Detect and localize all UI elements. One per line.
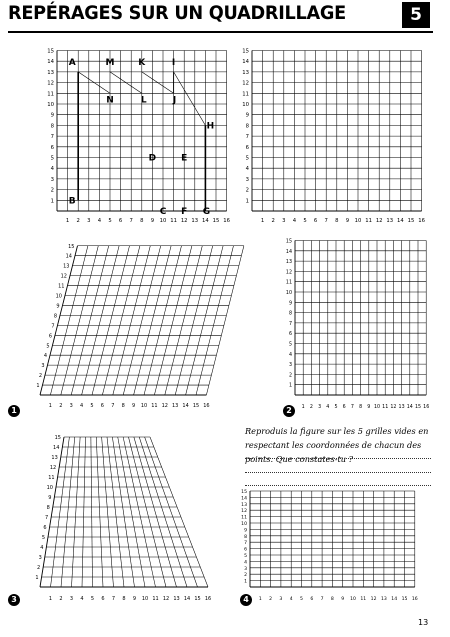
grid-a-x-label: 4 — [97, 218, 102, 224]
grid-2-y-label: 6 — [288, 332, 292, 338]
grid-b-y-label: 12 — [242, 80, 249, 87]
point-label-i: I — [171, 57, 176, 68]
grid-4-x-label: 15 — [401, 597, 408, 602]
grid-1-y-label: 10 — [55, 293, 62, 300]
grid-3-y-label: 15 — [54, 435, 61, 441]
grid-3-x-label: 9 — [132, 596, 137, 602]
exercise-badge-1: 1 — [8, 405, 20, 417]
grid-2-x-label: 2 — [309, 405, 313, 410]
grid-3-vline — [150, 437, 208, 587]
grid-a-x-label: 10 — [159, 218, 167, 224]
grid-3-vline — [96, 437, 103, 587]
point-label-k: K — [138, 57, 146, 68]
grid-1-vline — [175, 246, 213, 395]
grid-2-x-label: 6 — [342, 405, 346, 410]
grid-1-y-label: 5 — [46, 343, 50, 350]
grid-3-y-label: 14 — [53, 445, 60, 451]
grid-a-y-label: 9 — [50, 112, 54, 119]
grid-1-vline — [206, 246, 244, 395]
grid-3-x-label: 8 — [122, 596, 126, 602]
grid-4-x-label: 8 — [330, 597, 334, 602]
grid-a-x-label: 16 — [223, 218, 230, 224]
answer-line-2[interactable] — [245, 472, 431, 473]
grid-a-x-label: 11 — [170, 218, 177, 224]
grid-2-y-label: 12 — [285, 270, 292, 276]
grid-4-x-label: 3 — [279, 597, 283, 602]
grid-1-y-label: 6 — [48, 333, 52, 340]
grid-1-x-label: 1 — [48, 403, 52, 409]
grid-2-y-label: 9 — [288, 301, 292, 307]
grid-3-x-label: 7 — [111, 596, 116, 602]
grid-2-x-label: 9 — [367, 405, 371, 410]
grid-b-x-label: 15 — [407, 218, 415, 224]
grid-4-y-label: 1 — [244, 579, 247, 585]
page-number: 13 — [418, 618, 429, 627]
grid-2-x-label: 8 — [359, 405, 363, 410]
grid-3-y-label: 4 — [40, 545, 44, 551]
figure-segment-IH — [174, 72, 206, 126]
grid-1-vline — [186, 246, 224, 395]
grid-1-x-label: 3 — [69, 403, 73, 409]
grid-3-x-label: 4 — [80, 596, 84, 602]
grid-b-x-label: 16 — [418, 218, 425, 224]
grid-2-x-label: 10 — [373, 405, 381, 410]
point-label-b: B — [68, 196, 76, 207]
point-label-c: C — [159, 207, 167, 217]
grid-2-x-label: 1 — [301, 405, 305, 410]
grid-2-x-label: 3 — [318, 405, 322, 410]
grid-3-vline — [139, 437, 187, 587]
grid-4-x-label: 4 — [289, 597, 293, 602]
grid-b-y-label: 5 — [245, 155, 249, 162]
grid-1-vline — [154, 246, 192, 395]
grid-2-y-label: 11 — [285, 280, 292, 286]
grid-2-x-label: 4 — [326, 405, 330, 410]
grid-3-y-label: 7 — [45, 515, 49, 521]
grid-4-x-label: 13 — [380, 597, 387, 602]
grid-4-grid — [241, 489, 418, 602]
grid-3-x-label: 13 — [173, 596, 180, 602]
grid-1-y-label: 9 — [56, 303, 60, 310]
grid-4-y-label: 5 — [244, 554, 247, 559]
grid-1-vline — [196, 246, 234, 395]
grid-4-x-label: 5 — [300, 597, 303, 602]
grid-4-x-label: 6 — [310, 597, 314, 602]
grid-3-y-label: 12 — [49, 465, 57, 471]
grid-3-y-label: 2 — [37, 565, 41, 571]
grid-a-x-label: 15 — [212, 218, 220, 224]
grid-b-x-label: 13 — [386, 218, 394, 224]
answer-line-1[interactable] — [245, 458, 431, 459]
exercise-badge-3: 3 — [8, 594, 20, 606]
exercise-badge-4: 4 — [240, 594, 252, 606]
grid-3-x-label: 16 — [204, 596, 212, 602]
grid-3-vline — [82, 437, 86, 587]
grid-4-y-label: 8 — [244, 534, 247, 540]
grid-1-x-label: 11 — [151, 403, 158, 409]
grid-b-y-label: 7 — [245, 134, 249, 141]
grid-2-y-label: 7 — [288, 321, 292, 327]
grid-2-y-label: 3 — [288, 363, 292, 369]
grid-b-y-label: 10 — [242, 102, 249, 108]
grid-3-y-label: 8 — [46, 505, 50, 511]
grid-4-y-label: 12 — [241, 509, 247, 515]
grid-1-vline — [134, 246, 172, 395]
point-label-n: N — [106, 95, 114, 106]
grid-3-x-label: 3 — [69, 596, 74, 602]
grid-a-x-label: 13 — [191, 218, 199, 224]
answer-line-3[interactable] — [245, 485, 431, 486]
grid-1-vline — [92, 246, 130, 395]
grid-1-x-label: 10 — [140, 403, 148, 409]
grid-1-y-label: 14 — [65, 253, 72, 260]
grid-a-y-label: 8 — [50, 123, 54, 130]
grid-2-y-label: 13 — [285, 260, 292, 266]
grid-1-vline — [82, 246, 120, 395]
grid-1-y-label: 12 — [60, 273, 67, 280]
grid-3-y-label: 11 — [48, 475, 55, 481]
grid-4-x-label: 9 — [341, 597, 345, 602]
grid-3-y-label: 1 — [35, 575, 39, 581]
grid-1-grid — [36, 244, 244, 409]
grid-2-y-label: 8 — [288, 311, 292, 317]
grid-2-x-label: 11 — [382, 405, 389, 410]
grid-b-x-label: 14 — [397, 218, 404, 224]
grid-1-x-label: 13 — [172, 403, 179, 409]
grid-1-y-label: 4 — [43, 353, 47, 360]
grid-a-x-label: 6 — [118, 218, 123, 224]
grid-2-y-label: 14 — [285, 249, 292, 255]
grid-3-x-label: 6 — [101, 596, 105, 602]
grid-a-y-label: 13 — [47, 69, 54, 76]
grid-1-x-label: 5 — [90, 403, 94, 409]
grid-b-y-label: 11 — [242, 91, 249, 98]
grid-1-x-label: 7 — [111, 403, 115, 409]
grid-a-x-label: 14 — [202, 218, 209, 224]
grid-b-y-label: 6 — [245, 144, 249, 151]
grid-a-y-label: 2 — [50, 187, 54, 194]
grid-b-y-label: 4 — [245, 166, 249, 173]
grid-b-y-label: 14 — [242, 59, 249, 66]
point-label-g: G — [202, 207, 211, 217]
grid-a-y-label: 5 — [50, 155, 54, 162]
grid-1-y-label: 11 — [58, 283, 65, 290]
grid-a-x-label: 12 — [180, 218, 188, 224]
grid-4-x-label: 7 — [320, 597, 324, 602]
grid-3-x-label: 1 — [48, 596, 53, 602]
grid-4-y-label: 13 — [241, 502, 247, 508]
grid-4-y-label: 6 — [244, 547, 247, 553]
grid-a-y-label: 4 — [50, 166, 54, 173]
grid-1-y-label: 15 — [68, 243, 75, 250]
grid-4-y-label: 4 — [244, 560, 247, 566]
grid-2-grid — [286, 239, 429, 411]
grid-4-y-label: 7 — [244, 541, 247, 547]
grid-4-x-label: 12 — [370, 597, 377, 602]
grid-2-x-label: 14 — [406, 405, 413, 410]
grid-1-x-label: 8 — [121, 403, 125, 409]
grid-b-x-label: 4 — [292, 218, 297, 224]
point-label-m: M — [105, 57, 115, 68]
grid-1-y-label: 8 — [53, 313, 57, 320]
grid-b-y-label: 9 — [245, 112, 249, 119]
grid-a-x-label: 2 — [76, 218, 80, 224]
grid-b-y-label: 2 — [245, 187, 249, 194]
grid-3-x-label: 2 — [59, 596, 63, 602]
grid-3-x-label: 11 — [152, 596, 159, 602]
grid-2-y-label: 1 — [288, 383, 292, 389]
grid-b-x-label: 10 — [354, 218, 362, 224]
grid-a-x-label: 8 — [140, 218, 144, 224]
grid-3-y-label: 9 — [48, 495, 52, 501]
grid-b-x-label: 1 — [260, 218, 265, 224]
grid-1-x-label: 6 — [100, 403, 104, 409]
grid-b-x-label: 3 — [282, 218, 286, 224]
grid-a-x-label: 3 — [87, 218, 91, 224]
grid-b-y-label: 13 — [242, 69, 249, 76]
grid-4-x-label: 11 — [360, 597, 367, 602]
grid-1-x-label: 4 — [80, 403, 84, 409]
exercise-instructions: Reproduis la figure sur les 5 grilles vides en respectant les coordonnées de chacun des points. Que constates-tu ? — [245, 426, 429, 464]
grid-b-y-label: 8 — [245, 123, 249, 130]
exercise-badge-2: 2 — [283, 405, 295, 417]
point-label-d: D — [148, 153, 157, 164]
grid-4-x-label: 10 — [350, 597, 356, 602]
grid-1-x-label: 12 — [161, 403, 168, 409]
grid-4-x-label: 16 — [411, 597, 418, 602]
grid-4-x-label: 2 — [269, 597, 273, 602]
grid-3-vline — [123, 437, 155, 587]
grid-1-vline — [144, 246, 182, 395]
grid-1-y-label: 2 — [38, 373, 42, 380]
grid-2-y-label: 15 — [285, 239, 292, 245]
grid-1-y-label: 7 — [51, 323, 55, 330]
grid-a-y-label: 1 — [50, 198, 54, 205]
grid-3-vline — [134, 437, 177, 587]
grid-b-y-label: 15 — [242, 48, 249, 55]
grid-2-x-label: 7 — [350, 405, 354, 410]
grid-3-x-label: 14 — [183, 596, 191, 602]
grid-a-y-label: 12 — [47, 80, 54, 87]
grid-2-y-label: 4 — [288, 352, 292, 358]
grid-1-vline — [40, 243, 78, 395]
grid-a-x-label: 1 — [65, 218, 70, 224]
grid-3-grid — [35, 435, 211, 602]
grid-a-y-label: 7 — [50, 134, 54, 141]
point-label-e: E — [181, 153, 188, 164]
grid-a-y-label: 14 — [47, 59, 54, 66]
grid-2-y-label: 5 — [288, 342, 292, 348]
grid-2-x-label: 12 — [390, 405, 397, 410]
grid-a-y-label: 3 — [50, 176, 54, 183]
grid-1-x-label: 2 — [59, 403, 63, 409]
page-title: REPÉRAGES SUR UN QUADRILLAGE — [8, 2, 346, 24]
grid-a-y-label: 6 — [50, 144, 54, 151]
point-label-a: A — [68, 57, 76, 68]
grid-4-y-label: 11 — [241, 515, 247, 521]
grid-1-y-label: 3 — [41, 363, 45, 370]
grid-1-vline — [71, 246, 109, 395]
grid-4-y-label: 9 — [244, 528, 247, 534]
grid-2-x-label: 5 — [334, 405, 338, 410]
grid-1-x-label: 14 — [182, 403, 189, 409]
grid-4-x-label: 14 — [391, 597, 398, 602]
grid-2-x-label: 13 — [398, 405, 405, 410]
grid-4-x-label: 1 — [258, 597, 262, 602]
grid-a-y-label: 10 — [47, 102, 54, 108]
grid-3-y-label: 13 — [51, 455, 58, 461]
grid-3-vline — [91, 437, 93, 587]
grid-1-x-label: 15 — [192, 403, 200, 409]
grid-3-vline — [129, 437, 167, 587]
grid-3-x-label: 15 — [194, 596, 201, 602]
point-label-l: L — [140, 95, 147, 106]
grid-b-grid — [242, 49, 425, 225]
chapter-number-badge: 5 — [402, 2, 430, 28]
grid-4-y-label: 3 — [244, 566, 247, 572]
grid-b-x-label: 7 — [324, 218, 328, 224]
grid-b-x-label: 2 — [271, 218, 275, 224]
grid-4-y-label: 14 — [241, 496, 247, 502]
grid-3-y-label: 10 — [46, 485, 53, 491]
grid-1-y-label: 13 — [63, 263, 70, 270]
grid-3-y-label: 6 — [43, 525, 47, 531]
grid-4-y-label: 15 — [241, 490, 247, 495]
grid-1-vline — [165, 246, 203, 395]
point-label-h: H — [206, 121, 215, 132]
grid-1-y-label: 1 — [36, 383, 40, 390]
grid-b-x-label: 11 — [365, 218, 372, 224]
grid-a-x-label: 9 — [150, 218, 155, 224]
grid-a-x-label: 5 — [108, 218, 112, 224]
grid-b-y-label: 3 — [245, 176, 249, 183]
grid-2-y-label: 10 — [285, 291, 292, 296]
grid-3-y-label: 3 — [38, 555, 42, 561]
grid-b-x-label: 9 — [345, 218, 350, 224]
figure — [69, 58, 214, 217]
point-label-j: J — [172, 95, 177, 106]
grid-3-x-label: 10 — [141, 596, 149, 602]
grid-3-x-label: 12 — [162, 596, 170, 602]
point-label-f: F — [181, 207, 188, 217]
grid-1-vline — [123, 246, 161, 395]
grid-3-x-label: 5 — [90, 596, 95, 602]
grid-4-y-label: 2 — [244, 573, 247, 579]
grid-1-x-label: 16 — [203, 403, 210, 409]
grid-b-x-label: 6 — [313, 218, 318, 224]
grid-1-vline — [102, 246, 139, 395]
grid-1-x-label: 9 — [132, 403, 136, 409]
grid-1-vline — [113, 246, 151, 395]
grid-a-y-label: 15 — [47, 48, 54, 55]
grid-b-x-label: 12 — [375, 218, 383, 224]
grid-b-y-label: 1 — [245, 198, 249, 205]
grid-3-y-label: 5 — [41, 535, 45, 541]
grid-3-vline — [102, 437, 114, 587]
grid-a-x-label: 7 — [129, 218, 133, 224]
grid-b-x-label: 8 — [335, 218, 339, 224]
grid-2-x-label: 15 — [414, 405, 422, 410]
grid-b-x-label: 5 — [303, 218, 307, 224]
grid-a-y-label: 11 — [47, 91, 54, 98]
grid-4-y-label: 10 — [241, 522, 247, 527]
grid-2-x-label: 16 — [423, 405, 430, 410]
grid-3-vline — [145, 437, 198, 587]
grid-2-y-label: 2 — [288, 373, 292, 379]
